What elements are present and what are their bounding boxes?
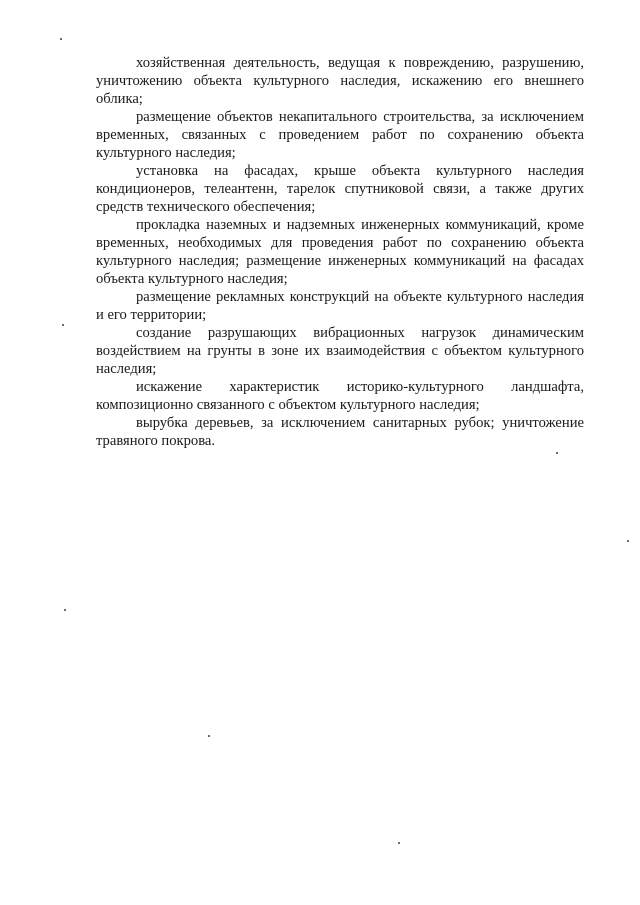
list-item: размещение рекламных конструкций на объекте культурного наследия и его территории;	[96, 289, 584, 323]
scan-speck	[60, 38, 62, 40]
list-item: создание разрушающих вибрационных нагрузок динамическим воздействием на грунты в зоне их взаимодействия с объектом культурного наследия;	[96, 325, 584, 377]
scan-speck	[62, 324, 64, 326]
list-item: вырубка деревьев, за исключением санитарных рубок; уничтожение травяного покрова.	[96, 415, 584, 449]
list-item: прокладка наземных и надземных инженерных коммуникаций, кроме временных, необходимых для проведения работ по сохранению объекта культурного наследия; размещение инженерных коммуникаций на фасадах объекта культурного наследия;	[96, 217, 584, 287]
scan-speck	[627, 540, 629, 542]
list-item: размещение объектов некапитального строительства, за исключением временных, связанных с проведением работ по сохранению объекта культурного наследия;	[96, 109, 584, 161]
list-item: хозяйственная деятельность, ведущая к повреждению, разрушению, уничтожению объекта культурного наследия, искажению его внешнего облика;	[96, 55, 584, 107]
document-body	[96, 54, 584, 450]
scan-speck	[208, 735, 210, 737]
scan-speck	[398, 842, 400, 844]
list-item: искажение характеристик историко-культурного ландшафта, композиционно связанного с объектом культурного наследия;	[96, 379, 584, 413]
list-item: установка на фасадах, крыше объекта культурного наследия кондиционеров, телеантенн, тарелок спутниковой связи, а также других средств технического обеспечения;	[96, 163, 584, 215]
scan-speck	[556, 452, 558, 454]
scan-speck	[64, 609, 66, 611]
